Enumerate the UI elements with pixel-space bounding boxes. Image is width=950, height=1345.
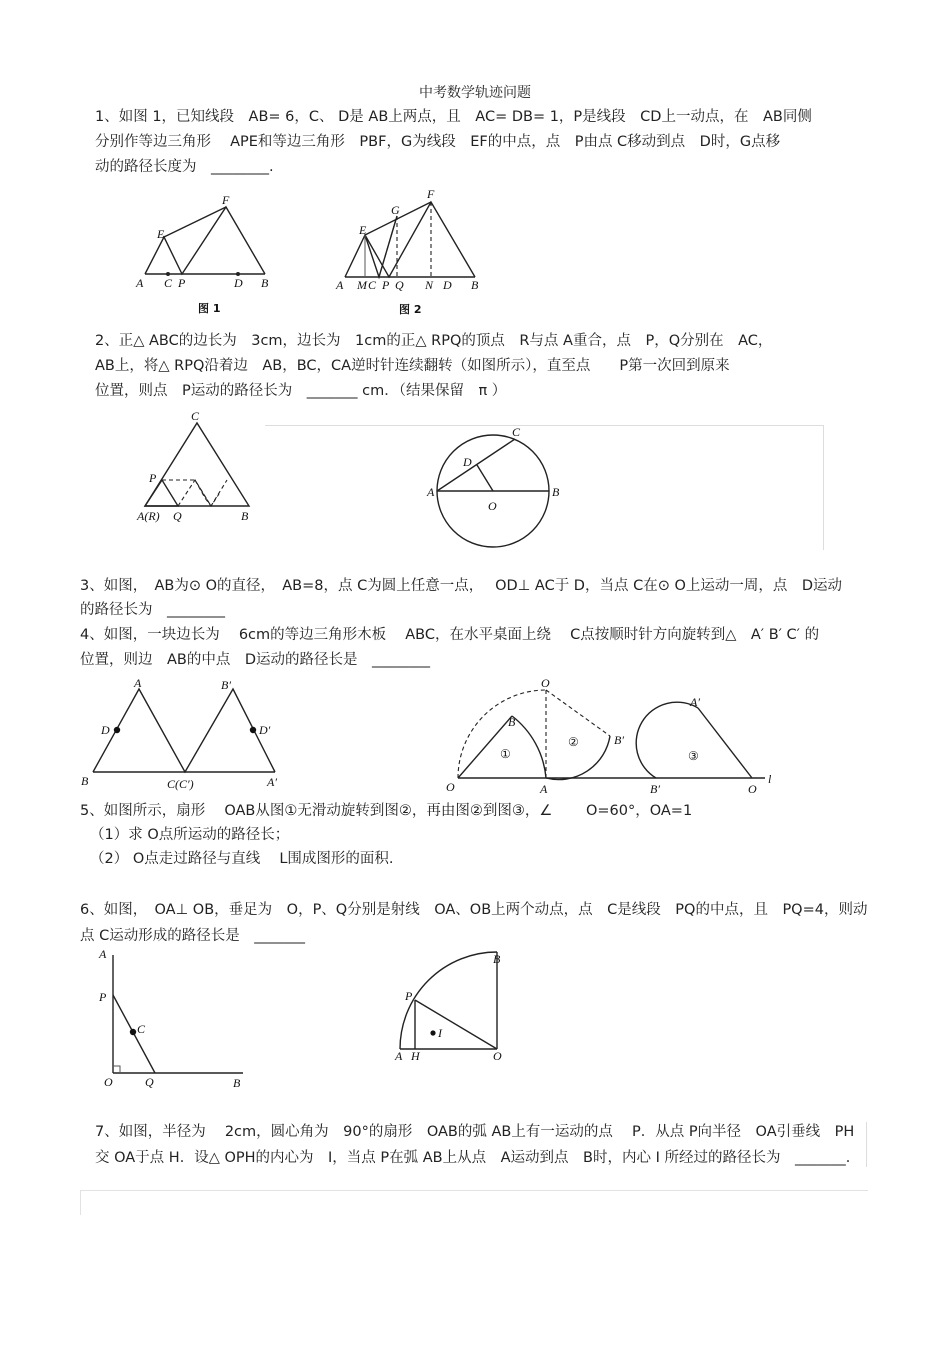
q2-line-2: AB上，将△ RPQ沿着边 AB，BC，CA逆时针连续翻转（如图所示），直至点 P第一次回到原来 [95, 358, 730, 374]
figure-frame-right [823, 425, 824, 550]
q7f-label-p: P [405, 989, 413, 1003]
q6f-label-p: P [99, 990, 107, 1004]
q3f-label-a: A [427, 485, 435, 499]
q1f2-label-g: G [391, 203, 400, 217]
q2f-label-ar: A(R) [137, 509, 160, 523]
q5f-label-bp-1: B′ [614, 733, 624, 747]
q2-line-3: 位置，则点 P运动的路径长为 _______ cm．（结果保留 π ） [95, 383, 507, 399]
q5f-num-2: ② [568, 735, 579, 749]
q2-triangle-figure [135, 408, 265, 533]
q7f-label-o: O [493, 1049, 502, 1063]
q5f-label-a: A [540, 782, 548, 796]
q2-line-1: 2、正△ ABC的边长为 3cm，边长为 1cm的正△ RPQ的顶点 R与点 A重合，点 P，Q分别在 AC， [95, 333, 773, 349]
q2f-label-q: Q [173, 509, 182, 523]
q4-line-2: 位置，则边 AB的中点 D运动的路径长是 ________ [80, 652, 431, 668]
q1f2-label-b: B [471, 278, 479, 292]
q3f-label-o: O [488, 499, 497, 513]
q2f-label-c: C [191, 409, 200, 423]
q1f2-label-c: C [368, 278, 377, 292]
q7-sector-figure [390, 950, 520, 1070]
q5-line-2: （1）求 O点所运动的路径长； [90, 827, 290, 843]
q1-line-2: 分别作等边三角形 APE和等边三角形 PBF，G为线段 EF的中点，点 P由点 C移动到点 D时，G点移 [95, 134, 781, 150]
q5f-label-o-start: O [446, 780, 455, 794]
q5f-num-1: ① [500, 747, 511, 761]
q6f-label-c: C [137, 1022, 146, 1036]
q4f-label-bp: B′ [221, 678, 231, 692]
q5f-num-3: ③ [688, 749, 699, 763]
q5-sector-figure [440, 672, 790, 797]
q1-line-1: 1、如图 1，已知线段 AB= 6，C、 D是 AB上两点，且 AC= DB= 1，P是线段 CD上一动点，在 AB同侧 [95, 109, 812, 125]
q4f-label-a: A [134, 676, 142, 690]
q1f1-label-p: P [178, 276, 186, 290]
q7f-label-b: B [493, 952, 501, 966]
q5f-label-b: B [508, 715, 516, 729]
q1f2-label-q: Q [395, 278, 404, 292]
q7f-label-i: I [438, 1026, 442, 1040]
q4-rotation-figure [75, 672, 295, 797]
q3f-label-b: B [552, 485, 560, 499]
q1f1-label-a: A [136, 276, 144, 290]
q5f-label-o-end: O [748, 782, 757, 796]
q5f-label-bp-2: B′ [650, 782, 660, 796]
q1f1-label-f: F [222, 193, 230, 207]
q1f1-label-e: E [157, 227, 165, 241]
q7-frame-right [866, 1122, 867, 1167]
q4f-label-d: D [101, 723, 110, 737]
q1f1-label-b: B [261, 276, 269, 290]
q7-line-2: 交 OA于点 H．设△ OPH的内心为 I，当点 P在弧 AB上从点 A运动到点 B时，内心 I 所经过的路径长为 _______． [95, 1150, 861, 1166]
q6f-label-o: O [104, 1075, 113, 1089]
q5f-label-ap: A′ [690, 695, 700, 709]
q5f-label-l: l [768, 772, 772, 786]
q1f2-label-f: F [427, 187, 435, 201]
q7-line-1: 7、如图，半径为 2cm，圆心角为 90°的扇形 OAB的弧 AB上有一运动的点 P．从点 P向半径 OA引垂线 PH [95, 1124, 855, 1140]
q4f-label-c: C(C′) [167, 777, 194, 791]
q1f1-label-d: D [234, 276, 243, 290]
bottom-frame-left [80, 1190, 81, 1215]
q2f-label-b: B [241, 509, 249, 523]
q1f2-label-m: M [357, 278, 367, 292]
q1f2-caption: 图 2 [399, 303, 422, 316]
q6f-label-b: B [233, 1076, 241, 1090]
q6f-label-a: A [99, 947, 107, 961]
q1f2-label-a: A [336, 278, 344, 292]
q7f-label-a: A [395, 1049, 403, 1063]
q1f2-label-e: E [359, 223, 367, 237]
q7f-label-h: H [411, 1049, 420, 1063]
q2f-label-p: P [149, 471, 157, 485]
q4-line-1: 4、如图，一块边长为 6cm的等边三角形木板 ABC，在水平桌面上绕 C点按顺时针方向旋转到△ A′ B′ C′ 的 [80, 627, 820, 643]
q3f-label-c: C [512, 425, 521, 439]
q1f1-caption: 图 1 [198, 302, 221, 315]
q3-line-1: 3、如图， AB为⊙ O的直径， AB=8，点 C为圆上任意一点， OD⊥ AC于 D，当点 C在⊙ O上运动一周，点 D运动 [80, 578, 843, 594]
q6f-label-q: Q [145, 1075, 154, 1089]
q4f-label-ap: A′ [267, 775, 277, 789]
q5f-label-o-top: O [541, 676, 550, 690]
q1f2-label-p: P [382, 278, 390, 292]
q1-figure-1 [130, 190, 280, 320]
q5-line-1: 5、如图所示，扇形 OAB从图①无滑动旋转到图②，再由图②到图③，∠ O=60°，OA=1 [80, 803, 693, 819]
q6-line-1: 6、如图， OA⊥ OB，垂足为 O，P、Q分别是射线 OA、OB上两个动点，点 C是线段 PQ的中点，且 PQ=4，则动 [80, 902, 868, 918]
q3-line-2: 的路径长为 ________ [80, 602, 225, 618]
q6-figure [95, 945, 255, 1090]
q6-line-2: 点 C运动形成的路径长是 _______ [80, 928, 305, 944]
q1-figure-2 [335, 185, 485, 320]
q1-line-3: 动的路径长度为 ________. [95, 159, 274, 175]
q4f-label-dp: D′ [259, 723, 271, 737]
bottom-frame-line [80, 1190, 868, 1191]
q3-circle-figure [425, 422, 575, 557]
document-title: 中考数学轨迹问题 [419, 85, 531, 101]
q4f-label-b: B [81, 774, 89, 788]
q1f2-label-n: N [425, 278, 434, 292]
q1f1-label-c: C [164, 276, 173, 290]
q5-line-3: （2） O点走过路径与直线 L围成图形的面积. [90, 851, 394, 867]
q1f2-label-d: D [443, 278, 452, 292]
q3f-label-d: D [463, 455, 472, 469]
